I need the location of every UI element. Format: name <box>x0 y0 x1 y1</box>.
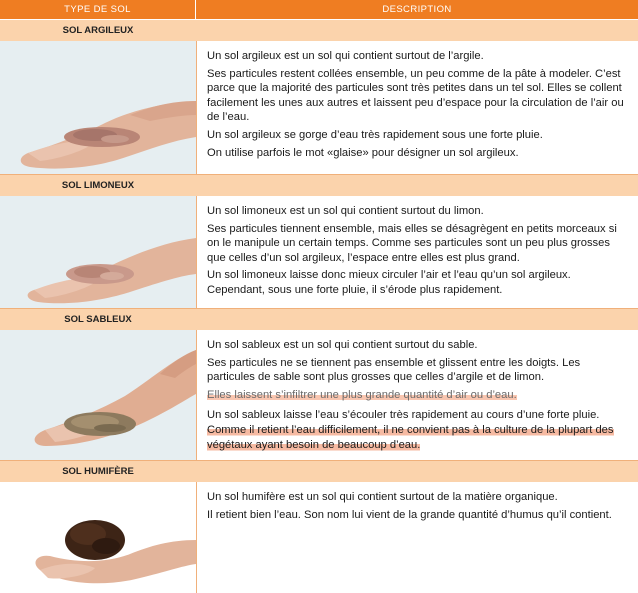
soil-band-argileux <box>0 20 638 41</box>
paragraph: Un sol argileux est un sol qui contient surtout de l’argile. <box>207 50 484 62</box>
soil-band-humifere <box>0 461 638 482</box>
paragraph <box>207 388 628 403</box>
soil-description <box>196 482 638 593</box>
paragraph: Ses particules tiennent ensemble, mais elles se désagrègent en petits morceaux si on le manipule un certain temps. Comme ses particules sont un peu plus grosses que celles d’un sol argileux, l’espace entre elles est plus grand. <box>207 222 617 264</box>
sandy-soil-hand-image <box>0 330 196 460</box>
highlighted-text: Comme il retient l’eau difficilement, il ne convient pas à la culture de la plupart des végétaux ayant besoin de beaucoup d’eau. <box>207 423 614 451</box>
column-header-description: DESCRIPTION <box>196 0 638 19</box>
soil-name: SOL HUMIFÈRE <box>62 466 134 477</box>
paragraph: Un sol sableux est un sol qui contient surtout du sable. <box>207 339 478 351</box>
clay-soil-hand-image <box>0 41 196 174</box>
paragraph: Un sol sableux laisse l’eau s’écouler très rapidement au cours d’une forte pluie. <box>207 409 600 422</box>
soil-name: SOL LIMONEUX <box>61 180 135 191</box>
soil-band-limoneux <box>0 175 638 196</box>
humus-soil-hand-image <box>0 482 196 593</box>
soil-band-sableux <box>0 309 638 330</box>
paragraph: Il retient bien l’eau. Son nom lui vient de la grande quantité d’humus qu’il contient. <box>207 508 612 521</box>
soil-row-humifere <box>0 482 638 593</box>
paragraph: Un sol argileux se gorge d’eau très rapidement sous une forte pluie. <box>207 128 543 141</box>
paragraph: On utilise parfois le mot «glaise» pour désigner un sol argileux. <box>207 146 519 159</box>
paragraph: Ses particules restent collées ensemble, un peu comme de la pâte à modeler. C’est parce que la majorité des particules sont très petites dans un tel sol. Elles se collent facilement les unes aux autres et laissent peu d’espace pour la circulation de l’air ou de l’eau. <box>207 67 624 124</box>
soil-row-sableux <box>0 330 638 460</box>
soil-row-limoneux <box>0 196 638 308</box>
soil-description <box>196 196 638 308</box>
soil-description <box>196 330 638 460</box>
soil-description <box>196 41 638 174</box>
soil-row-argileux <box>0 41 638 174</box>
column-header-type: TYPE DE SOL <box>0 0 196 19</box>
table-header <box>0 0 638 19</box>
soil-name: SOL ARGILEUX <box>62 25 134 36</box>
paragraph <box>207 423 628 452</box>
silt-soil-hand-image <box>0 196 196 308</box>
soil-name: SOL SABLEUX <box>64 314 132 325</box>
highlighted-text: Elles laissent s’infiltrer une plus grande quantité d’air ou d’eau. <box>207 388 517 401</box>
paragraph: Ses particules ne se tiennent pas ensemble et glissent entre les doigts. Les particules de sable sont plus grosses que celles d’argile et de limon. <box>207 356 581 384</box>
paragraph: Un sol limoneux est un sol qui contient surtout du limon. <box>207 205 484 217</box>
paragraph: Un sol humifère est un sol qui contient surtout de la matière organique. <box>207 491 558 503</box>
paragraph: Un sol limoneux laisse donc mieux circuler l’air et l’eau qu’un sol argileux. Cependant, sous une forte pluie, il s’érode plus rapidement. <box>207 269 571 296</box>
